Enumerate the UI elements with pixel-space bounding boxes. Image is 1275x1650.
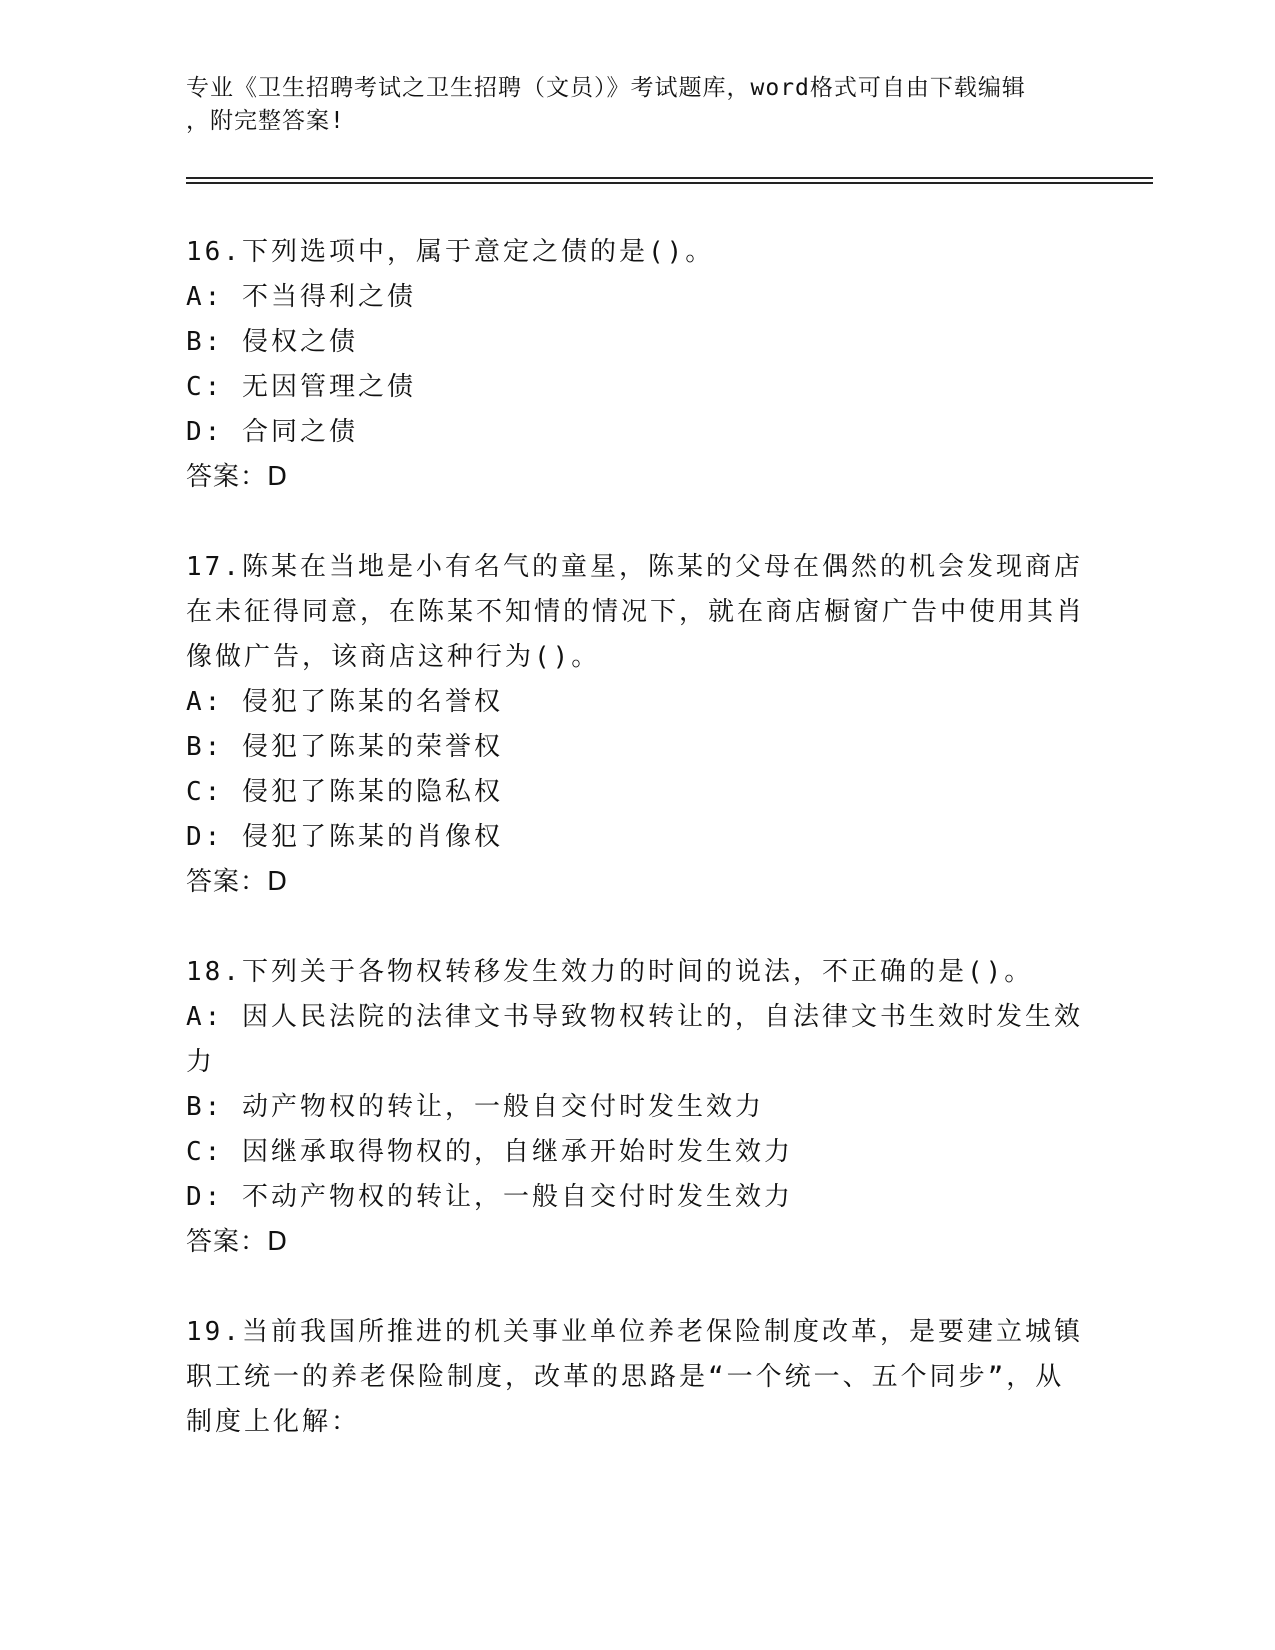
answer-line: 答案：D	[186, 462, 289, 492]
option-b: B: 侵权之债	[186, 327, 358, 357]
question-text	[186, 230, 1086, 275]
option-b: B: 侵犯了陈某的荣誉权	[186, 732, 503, 762]
question-text	[186, 950, 1086, 995]
option-a: A: 不当得利之债	[186, 282, 416, 312]
question-number: 18.	[186, 957, 242, 987]
option-c: C: 侵犯了陈某的隐私权	[186, 777, 503, 807]
option-d: D: 不动产物权的转让，一般自交付时发生效力	[186, 1182, 793, 1212]
option-c: C: 因继承取得物权的，自继承开始时发生效力	[186, 1137, 793, 1167]
question-stem: 下列关于各物权转移发生效力的时间的说法，不正确的是()。	[241, 957, 1034, 987]
question-text	[186, 545, 1086, 680]
question-17	[186, 545, 1086, 905]
option-a: A: 侵犯了陈某的名誉权	[186, 687, 503, 717]
question-19	[186, 1310, 1086, 1445]
option-a: A: 因人民法院的法律文书导致物权转让的，自法律文书生效时发生效力	[186, 1002, 1083, 1077]
question-stem: 当前我国所推进的机关事业单位养老保险制度改革，是要建立城镇职工统一的养老保险制度，改革的思路是“一个统一、五个同步”，从制度上化解：	[186, 1317, 1083, 1437]
option-c: C: 无因管理之债	[186, 372, 416, 402]
option-b: B: 动产物权的转让，一般自交付时发生效力	[186, 1092, 764, 1122]
question-text	[186, 1310, 1086, 1445]
header-line-2: ，附完整答案!	[186, 108, 345, 134]
question-list	[186, 230, 1086, 1490]
question-stem: 陈某在当地是小有名气的童星，陈某的父母在偶然的机会发现商店在未征得同意，在陈某不知情的情况下，就在商店橱窗广告中使用其肖像做广告，该商店这种行为()。	[186, 552, 1086, 672]
question-number: 17.	[186, 552, 242, 582]
question-16	[186, 230, 1086, 500]
option-d: D: 合同之债	[186, 417, 358, 447]
option-d: D: 侵犯了陈某的肖像权	[186, 822, 503, 852]
answer-line: 答案：D	[186, 867, 289, 897]
question-stem: 下列选项中，属于意定之债的是()。	[241, 237, 715, 267]
question-number: 16.	[186, 237, 242, 267]
header-divider-bottom	[186, 182, 1153, 184]
answer-line: 答案：D	[186, 1227, 289, 1257]
document-header	[186, 72, 1086, 138]
header-divider-top	[186, 177, 1153, 179]
question-number: 19.	[186, 1317, 242, 1347]
question-18	[186, 950, 1086, 1265]
header-line-1: 专业《卫生招聘考试之卫生招聘（文员）》考试题库，word格式可自由下载编辑	[186, 75, 1026, 101]
